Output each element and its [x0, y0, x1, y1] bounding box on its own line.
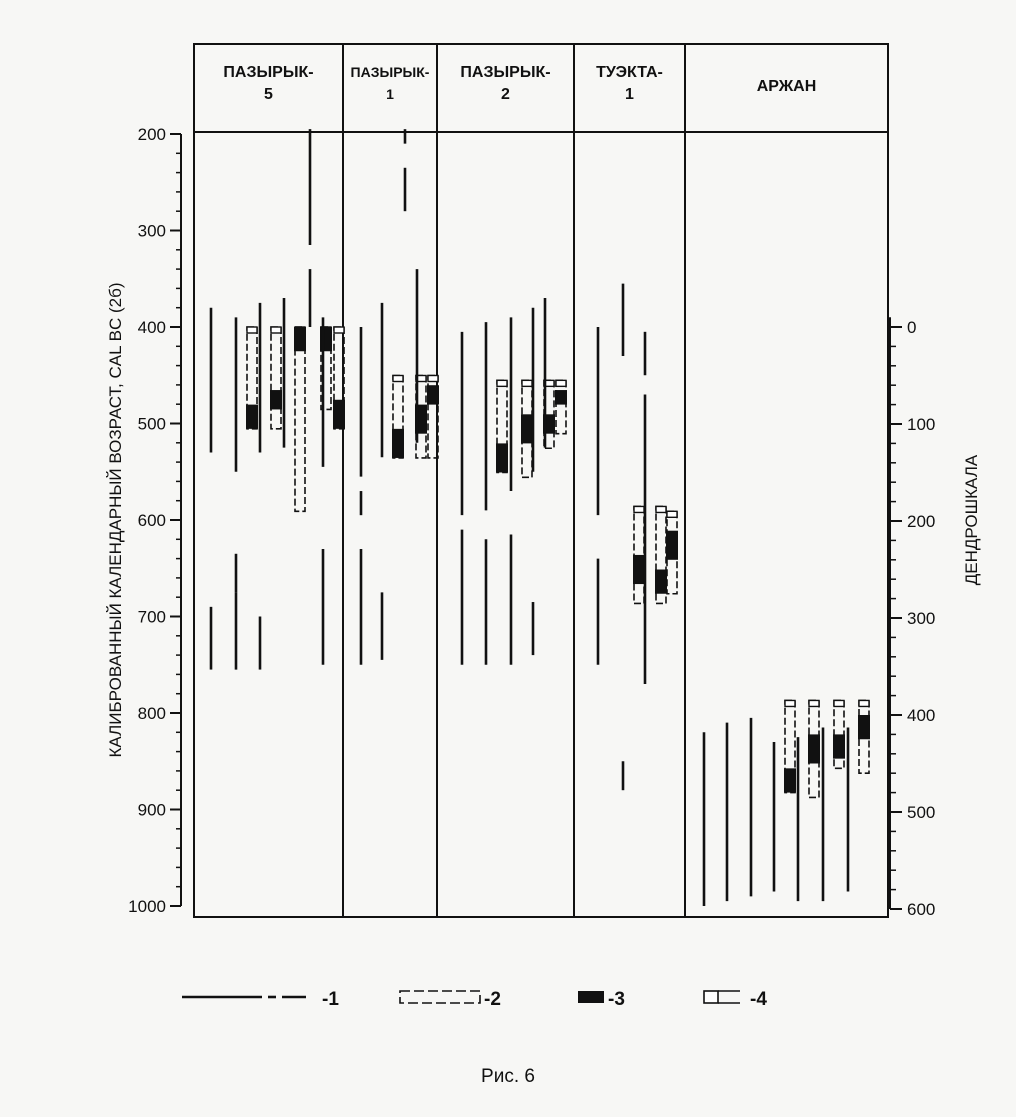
site-name-label: ТУЭКТА- — [596, 64, 663, 81]
legend-symbol-dashed-box — [400, 991, 480, 1003]
right-tick-label: 600 — [907, 900, 936, 919]
dendro-fill-block — [333, 400, 345, 429]
dendro-open-box — [497, 380, 507, 386]
dendro-interval-box — [556, 380, 566, 433]
right-tick-label: 0 — [907, 318, 917, 337]
left-tick-label: 500 — [137, 414, 166, 434]
site-name-label: 2 — [501, 86, 510, 103]
dendro-fill-block — [427, 385, 439, 404]
site-name-label: ПАЗЫРЫК- — [350, 64, 430, 80]
y-axis-right-label: ДЕНДРОШКАЛА — [962, 454, 981, 586]
legend-symbol-open-box — [704, 991, 718, 1003]
legend — [182, 989, 767, 1010]
left-tick-label: 300 — [137, 221, 166, 241]
right-tick-label: 500 — [907, 803, 936, 822]
right-tick-label: 300 — [907, 609, 936, 628]
left-tick-label: 600 — [137, 511, 166, 530]
left-tick-label: 1000 — [128, 897, 166, 916]
dendro-fill-block — [270, 390, 282, 409]
right-tick-label: 400 — [907, 706, 936, 725]
sample-marks — [211, 129, 870, 906]
dendro-fill-block — [666, 531, 678, 560]
site-name-label: 1 — [625, 86, 634, 103]
dendro-interval-box — [295, 327, 305, 511]
right-tick-label: 200 — [907, 512, 936, 531]
dendro-interval-box — [271, 327, 281, 429]
plot-frame — [194, 44, 888, 917]
dendro-fill-block — [521, 414, 533, 443]
dendro-open-box — [859, 700, 869, 706]
dendro-open-box — [656, 506, 666, 512]
y-axis-left-label: КАЛИБРОВАННЫЙ КАЛЕНДАРНЫЙ ВОЗРАСТ, CAL BC (2б) — [106, 282, 125, 758]
dendro-open-box — [556, 380, 566, 386]
dendro-open-box — [834, 700, 844, 706]
dendro-open-box — [785, 700, 795, 706]
left-tick-label: 800 — [137, 704, 166, 723]
site-headers — [223, 64, 816, 103]
dendro-fill-block — [555, 390, 567, 405]
site-name-label: ПАЗЫРЫК- — [460, 64, 551, 81]
dendro-open-box — [634, 506, 644, 512]
legend-label: -1 — [322, 989, 339, 1010]
legend-symbol-filled-block — [578, 991, 604, 1003]
left-tick-label: 200 — [137, 125, 166, 144]
site-name-label: 5 — [264, 86, 273, 103]
dendro-fill-block — [496, 443, 508, 472]
right-tick-label: 100 — [907, 415, 936, 434]
dendro-open-box — [393, 376, 403, 382]
site-name-label: 1 — [386, 86, 394, 102]
plot-border — [194, 44, 888, 917]
right-axis — [890, 317, 935, 919]
legend-label: -2 — [484, 989, 501, 1010]
legend-label: -4 — [750, 989, 767, 1010]
site-name-label: ПАЗЫРЫК- — [223, 64, 314, 81]
dendro-fill-block — [294, 327, 306, 351]
dendro-fill-block — [655, 570, 667, 594]
dendro-fill-block — [392, 429, 404, 458]
dendro-fill-block — [633, 555, 645, 584]
site-name-label: АРЖАН — [756, 78, 817, 95]
dendro-open-box — [522, 380, 532, 386]
dendro-open-box — [247, 327, 257, 333]
dendro-fill-block — [808, 734, 820, 763]
left-tick-label: 700 — [137, 607, 166, 627]
left-tick-label: 900 — [137, 800, 166, 820]
dendro-fill-block — [246, 405, 258, 429]
dendro-fill-block — [833, 734, 845, 758]
dendro-open-box — [809, 700, 819, 706]
left-tick-label: 400 — [137, 318, 166, 337]
figure-caption: Рис. 6 — [481, 1066, 535, 1087]
dendro-open-box — [334, 327, 344, 333]
dendro-open-box — [428, 376, 438, 382]
dendro-open-box — [667, 511, 677, 517]
dendro-fill-block — [858, 715, 870, 739]
dendro-open-box — [271, 327, 281, 333]
dendro-fill-block — [784, 768, 796, 792]
left-axis — [128, 125, 181, 916]
legend-label: -3 — [608, 989, 625, 1010]
